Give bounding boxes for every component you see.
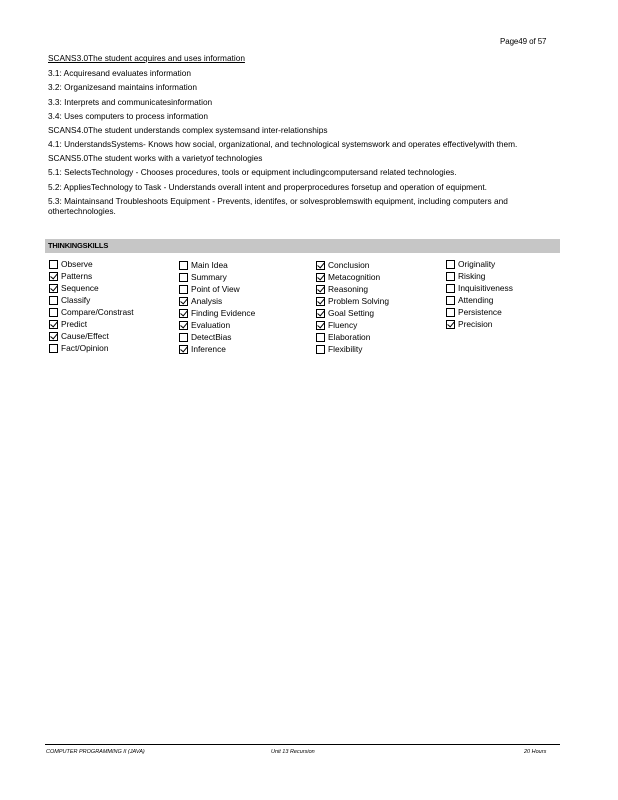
scans-3-1: 3.1: Acquiresand evaluates information xyxy=(48,67,191,78)
checked-checkbox[interactable] xyxy=(316,261,325,270)
skill-label: Inference xyxy=(191,344,226,354)
skill-item xyxy=(49,294,134,306)
checked-checkbox[interactable] xyxy=(316,273,325,282)
checkbox[interactable] xyxy=(49,344,58,353)
skill-item xyxy=(316,259,389,271)
skill-label: Goal Setting xyxy=(328,308,375,318)
checkbox[interactable] xyxy=(446,284,455,293)
checked-checkbox[interactable] xyxy=(179,297,188,306)
footer-course: COMPUTER PROGRAMMING II (JAVA) xyxy=(46,749,145,755)
skill-item xyxy=(49,282,134,294)
skill-item xyxy=(446,282,513,294)
checked-checkbox[interactable] xyxy=(316,321,325,330)
skill-item xyxy=(179,259,255,271)
scans-5-2: 5.2: AppliesTechnology to Task - Understands overall intent and properprocedures forsetup and operation of equipment. xyxy=(48,181,487,192)
footer-divider xyxy=(45,744,560,745)
checkbox[interactable] xyxy=(446,296,455,305)
skills-column-4 xyxy=(446,258,513,330)
skill-item xyxy=(179,343,255,355)
skill-item xyxy=(179,283,255,295)
scans-5-3: 5.3: Maintainsand Troubleshoots Equipment - Prevents, identifes, or solvesproblemswith equipment, including computers and othertechnologies. xyxy=(48,196,508,216)
skill-item xyxy=(316,271,389,283)
skill-item xyxy=(446,270,513,282)
checkbox[interactable] xyxy=(179,285,188,294)
skill-item xyxy=(49,258,134,270)
skill-item xyxy=(179,271,255,283)
checkbox[interactable] xyxy=(179,261,188,270)
checkbox[interactable] xyxy=(316,345,325,354)
checked-checkbox[interactable] xyxy=(446,320,455,329)
skills-column-1 xyxy=(49,258,134,354)
checked-checkbox[interactable] xyxy=(179,309,188,318)
checkbox[interactable] xyxy=(179,333,188,342)
skill-label: Finding Evidence xyxy=(191,308,256,318)
skill-label: Patterns xyxy=(61,271,93,281)
skill-item xyxy=(179,319,255,331)
scans-5-heading: SCANS5.0The student works with a varietyof technologies xyxy=(48,152,263,163)
skill-label: Cause/Effect xyxy=(61,331,109,341)
skills-column-2 xyxy=(179,259,255,355)
skill-item xyxy=(446,318,513,330)
skill-label: Metacognition xyxy=(328,272,381,282)
checkbox[interactable] xyxy=(316,333,325,342)
scans-3-2: 3.2: Organizesand maintains information xyxy=(48,82,197,92)
skill-label: Summary xyxy=(191,272,227,282)
skill-label: Fact/Opinion xyxy=(61,343,109,353)
skill-label: Risking xyxy=(458,271,486,281)
scans-5-1: 5.1: SelectsTechnology - Chooses procedures, tools or equipment includingcomputersand related technologies. xyxy=(48,167,457,177)
scans-3-3: 3.3: Interprets and communicatesinformation xyxy=(48,96,213,107)
footer-hours: 20 Hours xyxy=(524,749,547,755)
skill-item xyxy=(316,331,389,343)
skill-label: Problem Solving xyxy=(328,296,389,306)
checkbox[interactable] xyxy=(49,296,58,305)
scans-4-1: 4.1: UnderstandsSystems- Knows how social, organizational, and technological systemswork and operates effectivelywith them. xyxy=(48,139,518,149)
skill-label: Attending xyxy=(458,295,494,305)
skill-label: Fluency xyxy=(328,320,358,330)
skill-label: Sequence xyxy=(61,283,99,293)
skill-item xyxy=(446,306,513,318)
skill-item xyxy=(49,318,134,330)
footer-unit: Unit 13 Recursion xyxy=(271,749,315,755)
skill-item xyxy=(49,270,134,282)
skill-label: Precision xyxy=(458,319,493,329)
skill-item xyxy=(179,331,255,343)
skill-label: Inquisitiveness xyxy=(458,283,513,293)
skill-label: Observe xyxy=(61,259,93,269)
skill-label: Conclusion xyxy=(328,260,370,270)
skill-label: Main Idea xyxy=(191,260,228,270)
skill-label: Point of View xyxy=(191,284,240,294)
skill-item xyxy=(179,307,255,319)
skill-label: Analysis xyxy=(191,296,223,306)
skill-item xyxy=(316,319,389,331)
skill-item xyxy=(446,294,513,306)
scans-4-heading: SCANS4.0The student understands complex systemsand inter-relationships xyxy=(48,124,328,135)
checked-checkbox[interactable] xyxy=(179,345,188,354)
skill-item xyxy=(316,343,389,355)
scans-3-heading: SCANS3.0The student acquires and uses information xyxy=(48,53,245,63)
scans-3-4: 3.4: Uses computers to process information xyxy=(48,111,209,121)
skill-label: Originality xyxy=(458,259,496,269)
checked-checkbox[interactable] xyxy=(316,309,325,318)
skill-item xyxy=(446,258,513,270)
checkbox[interactable] xyxy=(49,308,58,317)
skill-label: Classify xyxy=(61,295,91,305)
skill-label: Compare/Constrast xyxy=(61,307,134,317)
checked-checkbox[interactable] xyxy=(316,297,325,306)
skill-label: Predict xyxy=(61,319,88,329)
skill-label: DetectBias xyxy=(191,332,232,342)
checked-checkbox[interactable] xyxy=(316,285,325,294)
checkbox[interactable] xyxy=(49,260,58,269)
checked-checkbox[interactable] xyxy=(179,321,188,330)
skill-item xyxy=(49,342,134,354)
checked-checkbox[interactable] xyxy=(49,272,58,281)
skill-item xyxy=(49,306,134,318)
skill-label: Persistence xyxy=(458,307,502,317)
skill-item xyxy=(179,295,255,307)
skill-item xyxy=(316,283,389,295)
skill-item xyxy=(316,307,389,319)
scans-section xyxy=(48,53,558,216)
checkbox[interactable] xyxy=(446,260,455,269)
skill-item xyxy=(316,295,389,307)
skill-label: Elaboration xyxy=(328,332,371,342)
skill-item xyxy=(49,330,134,342)
checkbox[interactable] xyxy=(179,273,188,282)
checkbox[interactable] xyxy=(446,308,455,317)
thinking-skills-header: THINKINGSKILLS xyxy=(45,239,560,253)
skill-label: Flexibility xyxy=(328,344,363,354)
checked-checkbox[interactable] xyxy=(49,332,58,341)
checked-checkbox[interactable] xyxy=(49,320,58,329)
checked-checkbox[interactable] xyxy=(49,284,58,293)
checkbox[interactable] xyxy=(446,272,455,281)
skill-label: Reasoning xyxy=(328,284,369,294)
skill-label: Evaluation xyxy=(191,320,231,330)
page-number: Page49 of 57 xyxy=(500,37,547,46)
skills-column-3 xyxy=(316,259,389,355)
